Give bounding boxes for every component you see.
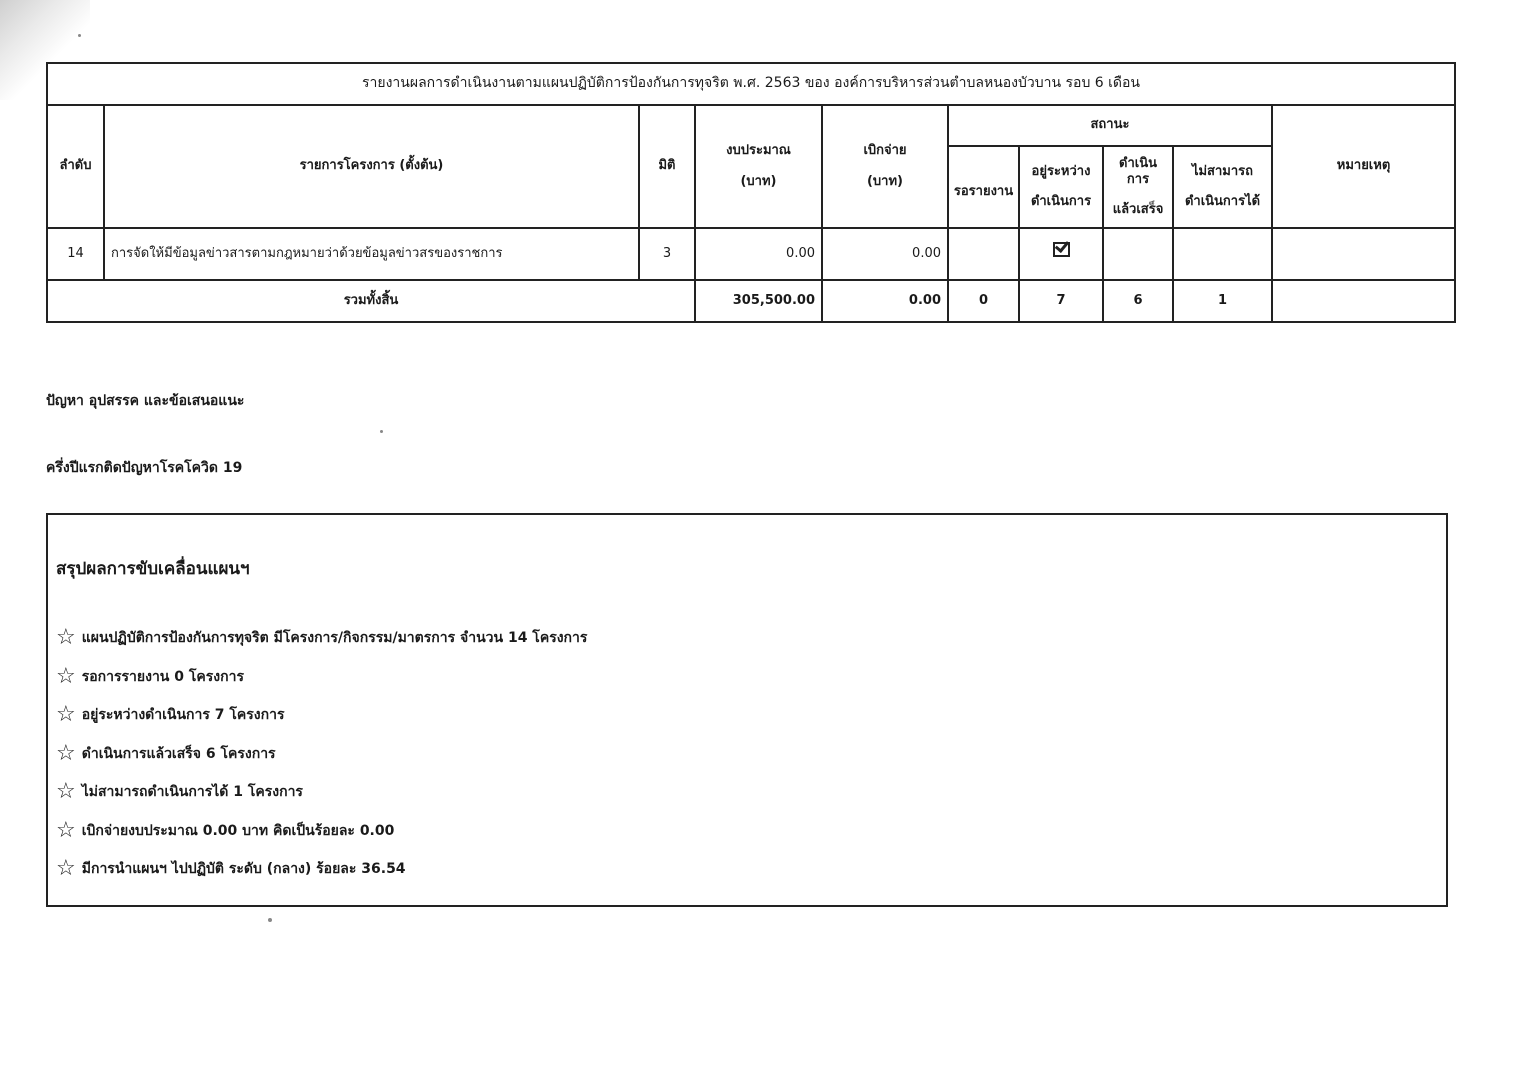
row-remark (1272, 228, 1455, 280)
header-spent (822, 105, 948, 228)
header-remark: หมายเหตุ (1272, 105, 1455, 228)
header-status-unable-line1: ไม่สามารถ (1191, 163, 1254, 179)
header-status: สถานะ (948, 105, 1272, 146)
report-table (46, 62, 1456, 323)
header-status-unable-line2: ดำเนินการได้ (1184, 194, 1261, 209)
header-dimension: มิติ (639, 105, 695, 228)
header-status-waiting-label: รอรายงาน (953, 183, 1014, 199)
row-budget: 0.00 (695, 228, 822, 280)
row-project: การจัดให้มีข้อมูลข่าวสารตามกฎหมายว่าด้วยข้อมูลข่าวสรของราชการ (104, 228, 639, 280)
problems-heading: ปัญหา อุปสรรค และข้อเสนอแนะ (46, 393, 245, 409)
summary-item-text: รอการรายงาน 0 โครงการ (81, 668, 244, 685)
list-item (56, 735, 587, 774)
row-status-done (1103, 228, 1173, 280)
header-spent-line1: เบิกจ่าย (863, 143, 907, 159)
summary-title: สรุปผลการขับเคลื่อนแผนฯ (56, 559, 250, 579)
list-item (56, 696, 587, 735)
total-label: รวมทั้งสิ้น (47, 280, 695, 322)
summary-item-text: เบิกจ่ายงบประมาณ 0.00 บาท คิดเป็นร้อยละ 0.00 (81, 822, 395, 839)
total-waiting: 0 (948, 280, 1019, 322)
star-icon: ☆ (56, 663, 76, 689)
summary-list (56, 619, 587, 889)
summary-item-text: มีการนำแผนฯ ไปปฏิบัติ ระดับ (กลาง) ร้อยละ 36.54 (81, 861, 406, 878)
total-spent: 0.00 (822, 280, 948, 322)
header-status-unable (1173, 146, 1272, 228)
total-budget: 305,500.00 (695, 280, 822, 322)
star-icon: ☆ (56, 702, 76, 728)
star-icon: ☆ (56, 740, 76, 766)
list-item (56, 619, 587, 658)
summary-box (46, 513, 1448, 907)
list-item (56, 658, 587, 697)
header-budget-line1: งบประมาณ (726, 143, 791, 159)
header-project: รายการโครงการ (ตั้งต้น) (104, 105, 639, 228)
list-item (56, 812, 587, 851)
header-budget (695, 105, 822, 228)
header-status-done-line2: แล้วเสร็จ (1112, 202, 1164, 218)
list-item (56, 850, 587, 889)
list-item (56, 773, 587, 812)
header-status-in-progress-line1: อยู่ระหว่าง (1031, 163, 1091, 179)
total-remark (1272, 280, 1455, 322)
total-done: 6 (1103, 280, 1173, 322)
header-status-done-line1: ดำเนินการ (1119, 155, 1157, 187)
summary-item-text: อยู่ระหว่างดำเนินการ 7 โครงการ (81, 707, 285, 724)
header-order: ลำดับ (47, 105, 104, 228)
scan-speck (268, 918, 272, 922)
summary-item-text: ดำเนินการแล้วเสร็จ 6 โครงการ (81, 745, 276, 762)
scan-speck (380, 430, 383, 433)
problems-text: ครึ่งปีแรกติดปัญหาโรคโควิด 19 (46, 460, 243, 476)
header-status-in-progress-line2: ดำเนินการ (1030, 194, 1092, 209)
star-icon: ☆ (56, 856, 76, 882)
header-budget-line2: (บาท) (740, 173, 777, 189)
row-order: 14 (47, 228, 104, 280)
header-status-in-progress (1019, 146, 1103, 228)
row-status-waiting (948, 228, 1019, 280)
star-icon: ☆ (56, 817, 76, 843)
total-row (47, 280, 1455, 322)
summary-item-text: แผนปฏิบัติการป้องกันการทุจริต มีโครงการ/กิจกรรม/มาตรการ จำนวน 14 โครงการ (81, 630, 588, 647)
summary-item-text: ไม่สามารถดำเนินการได้ 1 โครงการ (81, 784, 303, 801)
header-status-done (1103, 146, 1173, 228)
total-unable: 1 (1173, 280, 1272, 322)
star-icon: ☆ (56, 779, 76, 805)
row-spent: 0.00 (822, 228, 948, 280)
row-status-in-progress (1019, 228, 1103, 280)
table-row (47, 228, 1455, 280)
row-dimension: 3 (639, 228, 695, 280)
row-status-unable (1173, 228, 1272, 280)
table-title: รายงานผลการดำเนินงานตามแผนปฏิบัติการป้องกันการทุจริต พ.ศ. 2563 ของ องค์การบริหารส่วนตำบลหนองบัวบาน รอบ 6 เดือน (47, 63, 1455, 105)
scan-speck (78, 34, 81, 37)
checkbox-checked-icon (1053, 242, 1070, 257)
star-icon: ☆ (56, 625, 76, 651)
header-spent-line2: (บาท) (866, 173, 903, 189)
total-in-progress: 7 (1019, 280, 1103, 322)
header-status-waiting (948, 146, 1019, 228)
